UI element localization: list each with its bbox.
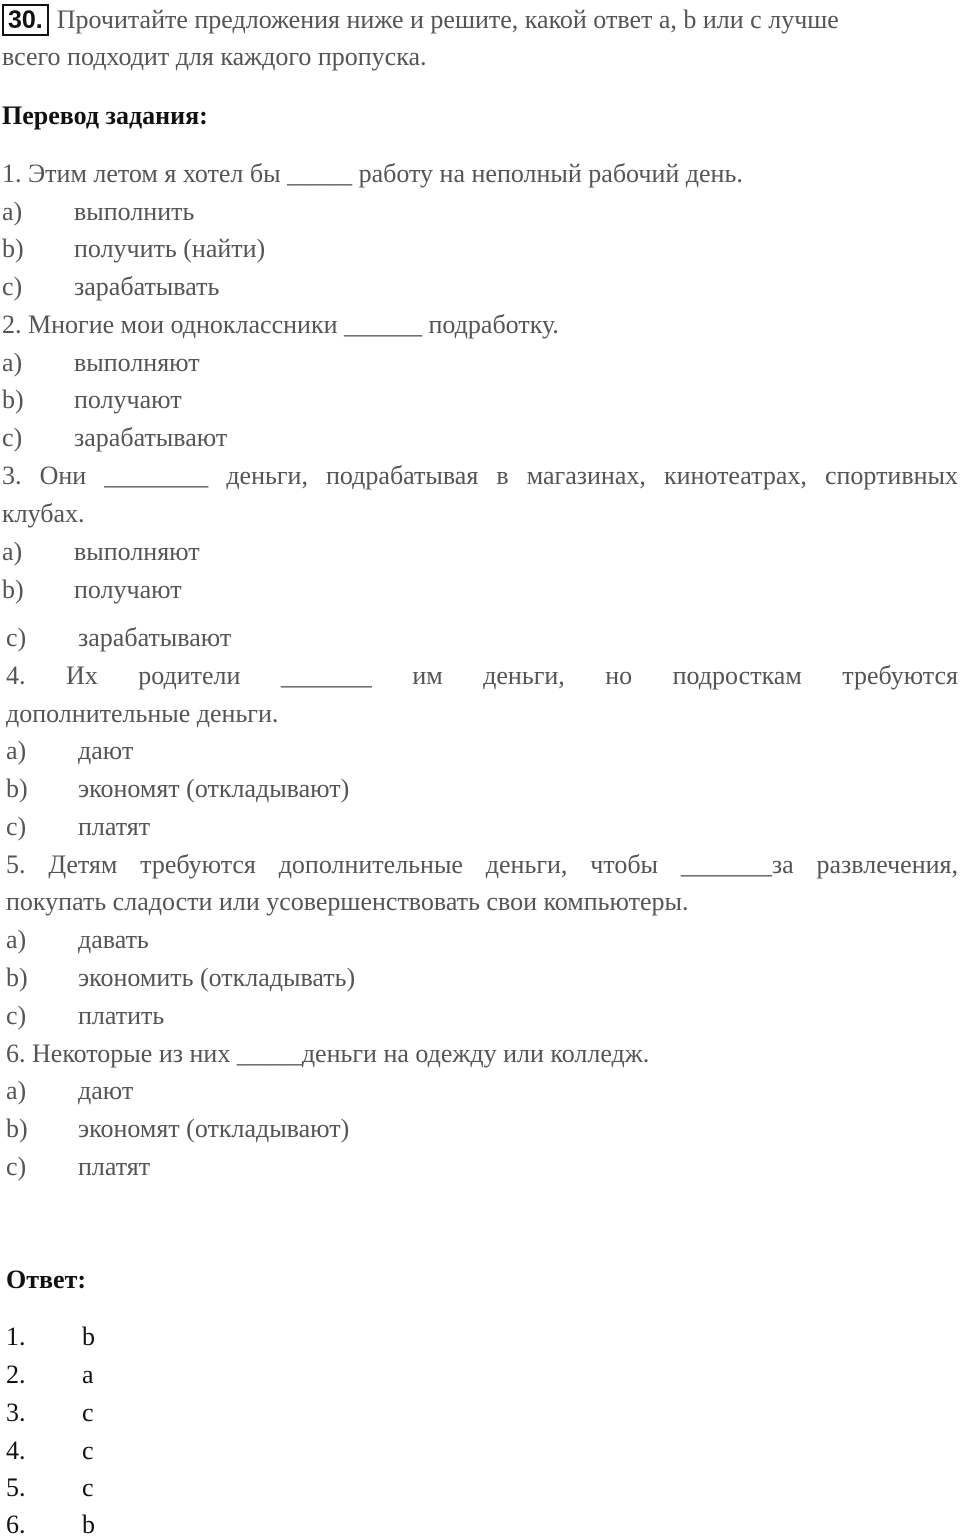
option-letter: c) (2, 423, 23, 452)
question-5-text-line-2: покупать сладости или усовершенствовать свои компьютеры. (6, 887, 689, 916)
answer-number: 3. (6, 1398, 26, 1427)
option-text: платить (78, 1001, 165, 1030)
answer-row-2 (6, 1360, 958, 1390)
option-text: экономят (откладывают) (78, 774, 350, 803)
option-letter: b) (6, 963, 28, 992)
answer-number: 4. (6, 1436, 26, 1465)
answer-number: 2. (6, 1360, 26, 1389)
answer-value: c (82, 1436, 94, 1465)
option-letter: c) (6, 623, 27, 652)
option-text: дают (78, 1076, 134, 1105)
question-1-text: 1. Этим летом я хотел бы _____ работу на неполный рабочий день. (2, 159, 743, 188)
answer-value: c (82, 1473, 94, 1502)
translation-heading: Перевод задания: (2, 101, 208, 130)
question-1-option-a (2, 197, 958, 227)
question-6-option-c (6, 1152, 958, 1182)
question-4-text-line-2: дополнительные деньги. (6, 699, 279, 728)
question-5-option-a (6, 925, 958, 955)
question-2-option-a (2, 348, 958, 378)
answer-heading: Ответ: (6, 1265, 87, 1294)
option-text: выполнить (74, 197, 195, 226)
answer-row-1 (6, 1322, 958, 1352)
option-text: экономят (откладывают) (78, 1114, 350, 1143)
question-4-option-b (6, 774, 958, 804)
option-text: зарабатывают (74, 423, 228, 452)
option-text: платят (78, 812, 151, 841)
answer-row-6 (6, 1510, 958, 1540)
question-3-option-c (6, 623, 958, 653)
option-letter: b) (6, 774, 28, 803)
answer-value: a (82, 1360, 94, 1389)
task-number-badge: 30. (2, 4, 49, 36)
option-text: выполняют (74, 537, 200, 566)
question-4-option-a (6, 736, 958, 766)
option-letter: a) (6, 925, 27, 954)
answer-value: b (82, 1322, 95, 1351)
question-5-option-c (6, 1001, 958, 1031)
answer-value: b (82, 1510, 95, 1539)
answer-number: 1. (6, 1322, 26, 1351)
question-6-option-a (6, 1076, 958, 1106)
option-text: зарабатывать (74, 272, 220, 301)
question-6-option-b (6, 1114, 958, 1144)
instruction-line-1 (2, 4, 958, 36)
option-letter: a) (6, 1076, 27, 1105)
answer-row-5 (6, 1473, 958, 1503)
answer-row-4 (6, 1436, 958, 1466)
question-2-option-b (2, 385, 958, 415)
question-3-option-b (2, 575, 958, 605)
question-3-option-a (2, 537, 958, 567)
question-2-text: 2. Многие мои одноклассники ______ подработку. (2, 310, 559, 339)
question-5-text-line-1: 5. Детям требуются дополнительные деньги, чтобы _______за развлечения, (6, 850, 958, 879)
option-text: выполняют (74, 348, 200, 377)
option-text: зарабатывают (78, 623, 232, 652)
question-5-option-b (6, 963, 958, 993)
answer-number: 6. (6, 1510, 26, 1539)
option-text: получают (74, 385, 182, 414)
option-letter: c) (6, 1001, 27, 1030)
answer-number: 5. (6, 1473, 26, 1502)
answer-row-3 (6, 1398, 958, 1428)
option-letter: c) (2, 272, 23, 301)
option-letter: b) (6, 1114, 28, 1143)
question-4-text-line-1: 4. Их родители _______ им деньги, но подросткам требуются (6, 661, 958, 690)
question-1-option-b (2, 234, 958, 264)
option-letter: b) (2, 575, 24, 604)
instruction-line-2: всего подходит для каждого пропуска. (2, 42, 427, 71)
option-text: платят (78, 1152, 151, 1181)
option-letter: a) (2, 197, 23, 226)
option-text: экономить (откладывать) (78, 963, 356, 992)
question-2-option-c (2, 423, 958, 453)
question-3-text-line-2: клубах. (2, 499, 85, 528)
option-text: дают (78, 736, 134, 765)
option-letter: a) (2, 537, 23, 566)
option-letter: a) (2, 348, 23, 377)
answer-value: c (82, 1398, 94, 1427)
option-text: получить (найти) (74, 234, 266, 263)
option-text: получают (74, 575, 182, 604)
question-1-option-c (2, 272, 958, 302)
question-6-text: 6. Некоторые из них _____деньги на одежду или колледж. (6, 1039, 650, 1068)
option-text: давать (78, 925, 149, 954)
question-3-text-line-1: 3. Они ________ деньги, подрабатывая в магазинах, кинотеатрах, спортивных (2, 461, 958, 490)
option-letter: a) (6, 736, 27, 765)
option-letter: b) (2, 385, 24, 414)
option-letter: b) (2, 234, 24, 263)
question-4-option-c (6, 812, 958, 842)
option-letter: c) (6, 812, 27, 841)
option-letter: c) (6, 1152, 27, 1181)
instruction-text: Прочитайте предложения ниже и решите, какой ответ a, b или c лучше (56, 5, 839, 34)
